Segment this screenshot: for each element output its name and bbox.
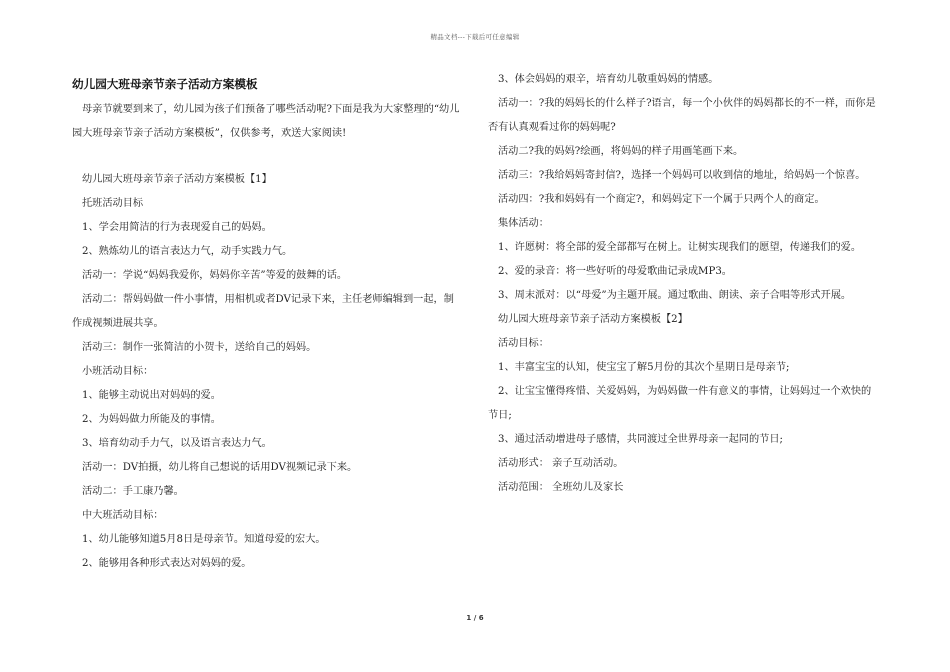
paragraph: 2、为妈妈做力所能及的事情。 — [82, 414, 221, 425]
paragraph: 活动二：手工康乃馨。 — [82, 486, 184, 497]
paragraph: 1、幼儿能够知道5月8日是母亲节。知道母爱的宏大。 — [82, 534, 326, 545]
paragraph: 母亲节就要到来了，幼儿园为孩子们预备了哪些活动呢?下面是我为大家整理的“幼儿园大班母亲节亲子活动方案模板”，仅供参考，欢送大家阅读! — [72, 104, 460, 139]
section-heading: 幼儿园大班母亲节亲子活动方案模板【2】 — [498, 314, 688, 325]
paragraph: 3、通过活动增进母子感情，共同渡过全世界母亲一起同的节日; — [498, 434, 783, 445]
paragraph: 2、能够用各种形式表达对妈妈的爱。 — [82, 558, 252, 569]
page-number: 1 / 6 — [466, 614, 484, 622]
section-heading: 幼儿园大班母亲节亲子活动方案模板【1】 — [82, 174, 272, 185]
paragraph: 小班活动目标： — [82, 366, 154, 377]
paragraph: 3、体会妈妈的艰辛，培育幼儿敬重妈妈的情感。 — [498, 74, 719, 85]
document-title: 幼儿园大班母亲节亲子活动方案模板 — [72, 77, 258, 91]
paragraph: 1、丰富宝宝的认知，使宝宝了解5月份的其次个星期日是母亲节; — [498, 362, 790, 373]
paragraph: 活动三：?我给妈妈寄封信?，选择一个妈妈可以收到信的地址，给妈妈一个惊喜。 — [498, 170, 866, 181]
paragraph: 活动形式： 亲子互动活动。 — [498, 458, 624, 469]
right-column — [488, 76, 880, 500]
paragraph: 托班活动目标 — [82, 198, 144, 209]
paragraph: 活动四：?我和妈妈有一个商定?，和妈妈定下一个属于只两个人的商定。 — [498, 194, 825, 205]
paragraph: 中大班活动目标： — [82, 510, 164, 521]
paragraph: 活动二?我的妈妈?绘画，将妈妈的样子用画笔画下来。 — [498, 146, 744, 157]
paragraph: 活动范围： 全班幼儿及家长 — [498, 482, 624, 493]
paragraph: 集体活动： — [498, 218, 549, 229]
page-header: 精品文档---下载后可任意编辑 — [430, 33, 520, 41]
paragraph: 3、培育幼动手力气，以及语言表达力气。 — [82, 438, 272, 449]
paragraph: 活动二：帮妈妈做一件小事情，用相机或者DV记录下来，主任老师编辑到一起，制作成视频进展共享。 — [72, 294, 454, 329]
paragraph: 3、周末派对：以“母爱”为主题开展。通过歌曲、朗读、亲子合唱等形式开展。 — [498, 290, 852, 301]
paragraph: 活动一：DV拍摄，幼儿将自己想说的话用DV视频记录下来。 — [82, 462, 358, 473]
blank-line — [72, 146, 462, 168]
left-column — [72, 76, 462, 576]
paragraph: 1、学会用简洁的行为表现爱自己的妈妈。 — [82, 222, 272, 233]
paragraph: 1、许愿树：将全部的爱全部都写在树上。让树实现我们的愿望，传递我们的爱。 — [498, 242, 862, 253]
paragraph: 2、让宝宝懂得疼惜、关爱妈妈，为妈妈做一件有意义的事情，让妈妈过一个欢快的节日; — [488, 386, 872, 421]
paragraph: 活动目标： — [498, 338, 549, 349]
paragraph: 2、爱的录音：将一些好听的母爱歌曲记录成MP3。 — [498, 266, 732, 277]
paragraph: 1、能够主动说出对妈妈的爱。 — [82, 390, 221, 401]
paragraph: 活动三：制作一张简洁的小贺卡，送给自己的妈妈。 — [82, 342, 317, 353]
paragraph: 2、熟炼幼儿的语言表达力气，动手实践力气。 — [82, 246, 293, 257]
paragraph: 活动一：学说“妈妈我爱你，妈妈你辛苦”等爱的鼓舞的话。 — [82, 270, 348, 281]
paragraph: 活动一：?我的妈妈长的什么样子?语言，每一个小伙伴的妈妈都长的不一样，而你是否有认真观看过你的妈妈呢? — [488, 98, 876, 133]
